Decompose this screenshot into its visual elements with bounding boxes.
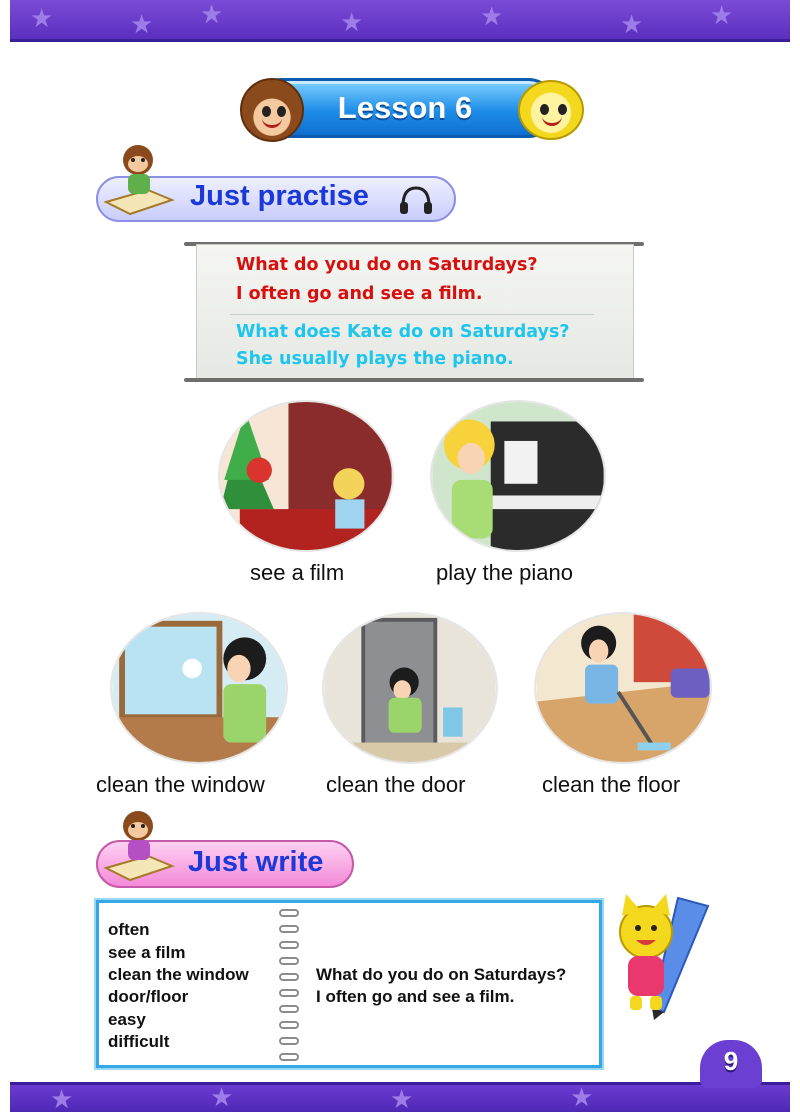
sentence-answer: I often go and see a film. [316, 987, 515, 1006]
star-icon: ★ [570, 1083, 594, 1112]
door-scene-image [322, 612, 498, 764]
monkey-writing-icon [102, 806, 176, 882]
window-scene-image [110, 612, 288, 764]
headphones-icon [398, 184, 434, 216]
page-number: 9 [723, 1046, 739, 1076]
cat-face-icon [518, 80, 584, 140]
star-icon: ★ [50, 1085, 74, 1112]
star-icon: ★ [710, 1, 734, 31]
caption-play-the-piano: play the piano [436, 560, 573, 585]
caption-clean-the-floor: clean the floor [542, 772, 681, 797]
dialog-divider [230, 314, 594, 315]
caption-see-a-film: see a film [250, 560, 345, 585]
monkey-writing-icon [102, 140, 176, 216]
word-easy: easy [108, 1010, 146, 1029]
sentence-question: What do you do on Saturdays? [316, 965, 567, 984]
dialog-question-2: What does Kate do on Saturdays? [236, 322, 570, 342]
dialog-answer-2: She usually plays the piano. [236, 349, 514, 369]
star-icon: ★ [480, 2, 504, 32]
star-icon: ★ [130, 10, 154, 40]
star-icon: ★ [210, 1083, 234, 1112]
scroll-rod-bottom [184, 378, 644, 382]
word-clean-the-window: clean the window [108, 965, 249, 984]
write-section-title: Just write [188, 846, 324, 878]
top-decorative-band [10, 0, 790, 42]
star-icon: ★ [200, 0, 224, 30]
caption-clean-the-door: clean the door [326, 772, 466, 797]
word-see-a-film: see a film [108, 943, 186, 962]
floor-scene-image [534, 612, 712, 764]
word-difficult: difficult [108, 1032, 170, 1051]
word-often: often [108, 920, 150, 939]
caption-clean-the-window: clean the window [96, 772, 265, 797]
film-scene-image [218, 400, 394, 552]
practise-section-title: Just practise [190, 180, 369, 212]
dialog-question-1: What do you do on Saturdays? [236, 255, 538, 275]
dialog-answer-1: I often go and see a film. [236, 284, 483, 304]
star-icon: ★ [620, 10, 644, 40]
word-door-floor: door/floor [108, 987, 189, 1006]
monkey-face-icon [240, 78, 304, 142]
bottom-decorative-band [10, 1082, 790, 1112]
star-icon: ★ [340, 8, 364, 38]
star-icon: ★ [390, 1085, 414, 1112]
piano-scene-image [430, 400, 606, 552]
star-icon: ★ [30, 4, 54, 34]
notebook-spiral-icon [276, 904, 302, 1064]
cat-with-pencil-icon [608, 892, 718, 1022]
lesson-title: Lesson 6 [337, 90, 473, 125]
